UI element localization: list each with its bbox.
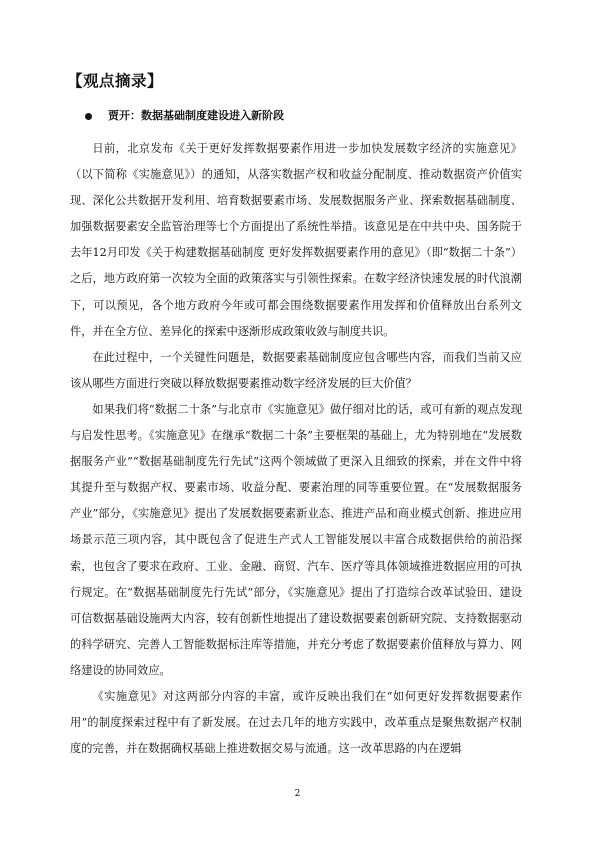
paragraph-3: 如果我们将“数据二十条”与北京市《实施意见》做仔细对比的话，或可有新的观点发现与启发性思考。《实施意见》在继承“数据二十条”主要框架的基础上，尤为特别地在“发展数据服务产业”“数据基础制度先行先试”这两个领域做了更深入且细致的探索，并在文件中将其提升至与数据产权、要素市场、收益分配、要素治理的同等重要位置。在“发展数据服务产业”部分，《实施意见》提出了发展数据要素新业态、推进产品和商业模式创新、推进应用场景示范三项内容，其中既包含了促进生产式人工智能发展以丰富合成数据供给的前沿探索，也包含了要求在政府、工业、金融、商贸、汽车、医疗等具体领域推进数据应用的可执行规定。在“数据基础制度先行先试”部分，《实施意见》提出了打造综合改革试验田、建设可信数据基础设施两大内容，较有创新性地提出了建设数据要素创新研究院、支持数据驱动的科学研究、完善人工智能数据标注库等措施，并充分考虑了数据要素价值释放与算力、网络建设的协同效应。 [70,402,522,677]
body-text [70,136,522,762]
bullet-dot-icon [85,113,92,120]
page-number: 2 [294,789,301,799]
paragraph-2: 在此过程中，一个关键性问题是，数据要素基础制度应包含哪些内容，而我们当前又应该从哪些方面进行突破以释放数据要素推动数字经济发展的巨大价值？ [70,350,522,390]
bullet-item [85,108,522,124]
section-heading: 【观点摘录】 [67,72,164,90]
bullet-title: 贾开：数据基础制度建设进入新阶段 [108,109,284,122]
paragraph-1: 日前，北京发布《关于更好发挥数据要素作用进一步加快发展数字经济的实施意见》（以下简称《实施意见》）的通知，从落实数据产权和收益分配制度、推动数据资产价值实现、深化公共数据开发利用、培育数据要素市场、发展数据服务产业、探索数据基础制度、加强数据要素安全监管治理等七个方面提出了系统性举措。该意见是在中共中央、国务院于去年12月印发《关于构建数据基础制度 更好发挥数据要素作用的意见》（即“数据二十条”）之后，地方政府第一次较为全面的政策落实与引领性探索。在数字经济快速发展的时代浪潮下，可以预见，各个地方政府今年或可都会围绕数据要素作用发挥和价值释放出台系列文件，并在全方位、差异化的探索中逐渐形成政策收敛与制度共识。 [70,142,522,338]
paragraph-4: 《实施意见》对这两部分内容的丰富，或许反映出我们在“如何更好发挥数据要素作用”的制度探索过程中有了新发展。在过去几年的地方实践中，改革重点是聚焦数据产权制度的完善，并在数据确权基础上推进数据交易与流通。这一改革思路的内在逻辑 [70,689,522,756]
page-content [67,58,522,762]
